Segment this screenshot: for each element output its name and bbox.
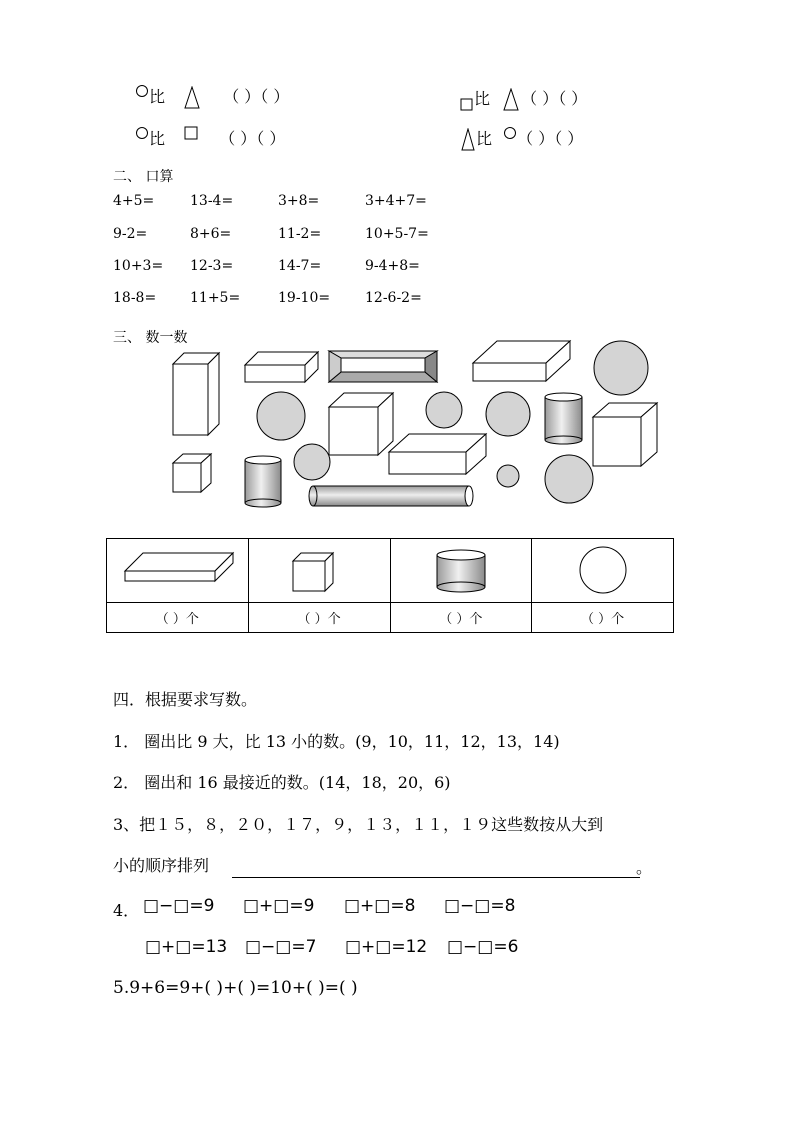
question-3-period: 。 xyxy=(636,858,653,877)
cylinder-1 xyxy=(545,393,582,444)
section-2-title: 二、 口算 xyxy=(113,169,174,185)
cube-3 xyxy=(173,454,211,492)
shapes-illustration xyxy=(0,0,793,520)
question-3-line-2: 小的顺序排列 xyxy=(113,856,210,875)
question-5: 5.9+6=9+( )+( )=10+( )=( ) xyxy=(113,978,358,998)
question-4-label: 4． xyxy=(113,901,140,920)
answer-blanks[interactable]: （ ）（ ） xyxy=(223,87,290,106)
answer-blanks[interactable]: （ ）（ ） xyxy=(521,89,588,108)
cuboid-flat-3 xyxy=(389,434,486,474)
q4-eq-2[interactable]: □+□=9 xyxy=(243,896,315,916)
cube-icon xyxy=(249,539,389,602)
count-table xyxy=(106,538,674,633)
q4-eq-5[interactable]: □+□=13 xyxy=(145,937,228,957)
ball-3 xyxy=(426,392,462,428)
section-3-title: 三、 数一数 xyxy=(113,330,188,346)
answer-line[interactable] xyxy=(232,877,640,878)
cube-2 xyxy=(593,403,657,466)
cuboid-framed xyxy=(329,351,437,382)
q4-eq-8[interactable]: □−□=6 xyxy=(447,937,519,957)
count-blank-cube[interactable]: （ ）个 xyxy=(248,603,390,633)
cylinder-icon xyxy=(391,539,531,602)
calc-14-7: 14-7= xyxy=(278,258,322,274)
cell-cube xyxy=(248,539,390,603)
calc-13-4: 13-4= xyxy=(190,193,234,209)
calc-9-4+8: 9-4+8= xyxy=(365,258,420,274)
ball-5 xyxy=(294,444,330,480)
compare-word: 比 xyxy=(149,129,166,148)
cylinder-horizontal xyxy=(309,486,473,506)
calc-19-10: 19-10= xyxy=(278,290,331,306)
calc-10+3: 10+3= xyxy=(113,258,164,274)
cube-1 xyxy=(329,393,393,455)
cell-cylinder xyxy=(390,539,532,603)
q4-eq-4[interactable]: □−□=8 xyxy=(444,896,516,916)
cylinder-2 xyxy=(245,456,281,507)
cuboid-flat-2 xyxy=(473,341,570,381)
section-4-title: 四．根据要求写数。 xyxy=(113,690,258,709)
calc-12-3: 12-3= xyxy=(190,258,234,274)
compare-word: 比 xyxy=(474,89,491,108)
q4-eq-7[interactable]: □+□=12 xyxy=(345,937,428,957)
compare-word: 比 xyxy=(476,129,493,148)
calc-11-2: 11-2= xyxy=(278,226,322,242)
ball-2 xyxy=(257,392,305,440)
cuboid-tall xyxy=(173,353,219,435)
count-blank-sphere[interactable]: （ ）个 xyxy=(532,603,674,633)
calc-3+8: 3+8= xyxy=(278,193,320,209)
sphere-icon xyxy=(532,539,672,602)
compare-word: 比 xyxy=(149,87,166,106)
q4-eq-6[interactable]: □−□=7 xyxy=(245,937,317,957)
calc-4+5: 4+5= xyxy=(113,193,155,209)
calc-10+5-7: 10+5-7= xyxy=(365,226,429,242)
question-2: 2． 圈出和 16 最接近的数。(14，18，20，6) xyxy=(113,773,451,792)
question-1: 1． 圈出比 9 大，比 13 小的数。(9，10，11，12，13，14) xyxy=(113,732,560,751)
cuboid-icon xyxy=(107,539,247,602)
calc-18-8: 18-8= xyxy=(113,290,157,306)
count-blank-cuboid[interactable]: （ ）个 xyxy=(107,603,249,633)
calc-3+4+7: 3+4+7= xyxy=(365,193,427,209)
q4-eq-1[interactable]: □−□=9 xyxy=(143,896,215,916)
calc-11+5: 11+5= xyxy=(190,290,241,306)
question-3-line-1: 3、把１５，８，２０，１７，９，１３，１１，１９这些数按从大到 xyxy=(113,815,604,834)
answer-blanks[interactable]: （ ）（ ） xyxy=(219,129,286,148)
ball-4 xyxy=(486,392,530,436)
calc-12-6-2: 12-6-2= xyxy=(365,290,422,306)
cell-sphere xyxy=(532,539,674,603)
ball-1 xyxy=(594,341,648,395)
cuboid-flat-1 xyxy=(245,352,318,382)
ball-6 xyxy=(497,465,519,487)
count-blank-cylinder[interactable]: （ ）个 xyxy=(390,603,532,633)
calc-9-2: 9-2= xyxy=(113,226,148,242)
q4-eq-3[interactable]: □+□=8 xyxy=(344,896,416,916)
cell-cuboid xyxy=(107,539,249,603)
ball-7 xyxy=(545,455,593,503)
calc-8+6: 8+6= xyxy=(190,226,232,242)
answer-blanks[interactable]: （ ）（ ） xyxy=(517,129,584,148)
